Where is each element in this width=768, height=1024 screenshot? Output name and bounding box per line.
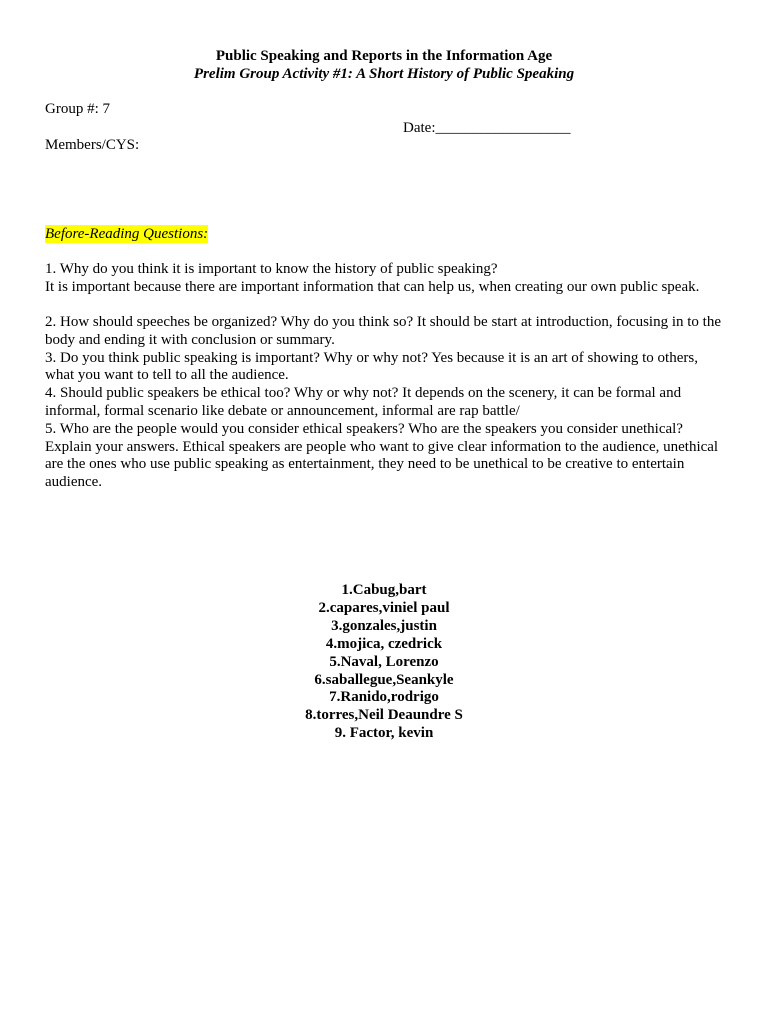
member-name: 3.gonzales,justin (331, 617, 437, 634)
answer-1: It is important because there are important information that can help us, when creating our own public speak. (45, 278, 700, 295)
document-title: Public Speaking and Reports in the Information Age (215, 48, 553, 64)
member-name: 8.torres,Neil Deaundre S (305, 707, 463, 724)
question-2: 2. How should speeches be organized? Why do you think so? It should be start at introduction, focusing in to the body and ending it with conclusion or summary. (45, 314, 721, 348)
members-label: Members/CYS: (45, 137, 140, 153)
member-name: 5.Naval, Lorenzo (329, 653, 439, 670)
question-3: 3. Do you think public speaking is important? Why or why not? Yes because it is an art of showing to others, what you want to tell to all the audience. (45, 349, 698, 384)
member-name: 1.Cabug,bart (341, 582, 427, 598)
questions-2-to-5-block (45, 314, 725, 492)
question-1: 1. Why do you think it is important to know the history of public speaking? (45, 261, 498, 277)
member-name: 2.capares,viniel paul (318, 599, 450, 616)
members-list (0, 582, 768, 743)
question-4: 4. Should public speakers be ethical too? Why or why not? It depends on the scenery, it can be formal and informal, formal scenario like debate or announcement, informal are rap battle/ (45, 385, 682, 419)
member-name: 6.saballegue,Seankyle (314, 671, 454, 688)
member-name: 4.mojica, czedrick (325, 635, 443, 652)
before-reading-heading: Before-Reading Questions: (45, 226, 209, 242)
document-subtitle: Prelim Group Activity #1: A Short History of Public Speaking (193, 66, 575, 82)
question-1-block (45, 261, 725, 297)
question-5: 5. Who are the people would you consider ethical speakers? Who are the speakers you consider unethical? Explain your answers. Ethical speakers are people who want to give clear information to the audience, unethical are the ones who use public speaking as entertainment, they need to be unethical to be creative to entertain audience. (45, 420, 719, 491)
member-name: 9. Factor, kevin (334, 725, 434, 742)
date-field: Date:__________________ (403, 120, 571, 136)
member-name: 7.Ranido,rodrigo (329, 689, 439, 706)
group-number: Group #: 7 (45, 101, 110, 117)
